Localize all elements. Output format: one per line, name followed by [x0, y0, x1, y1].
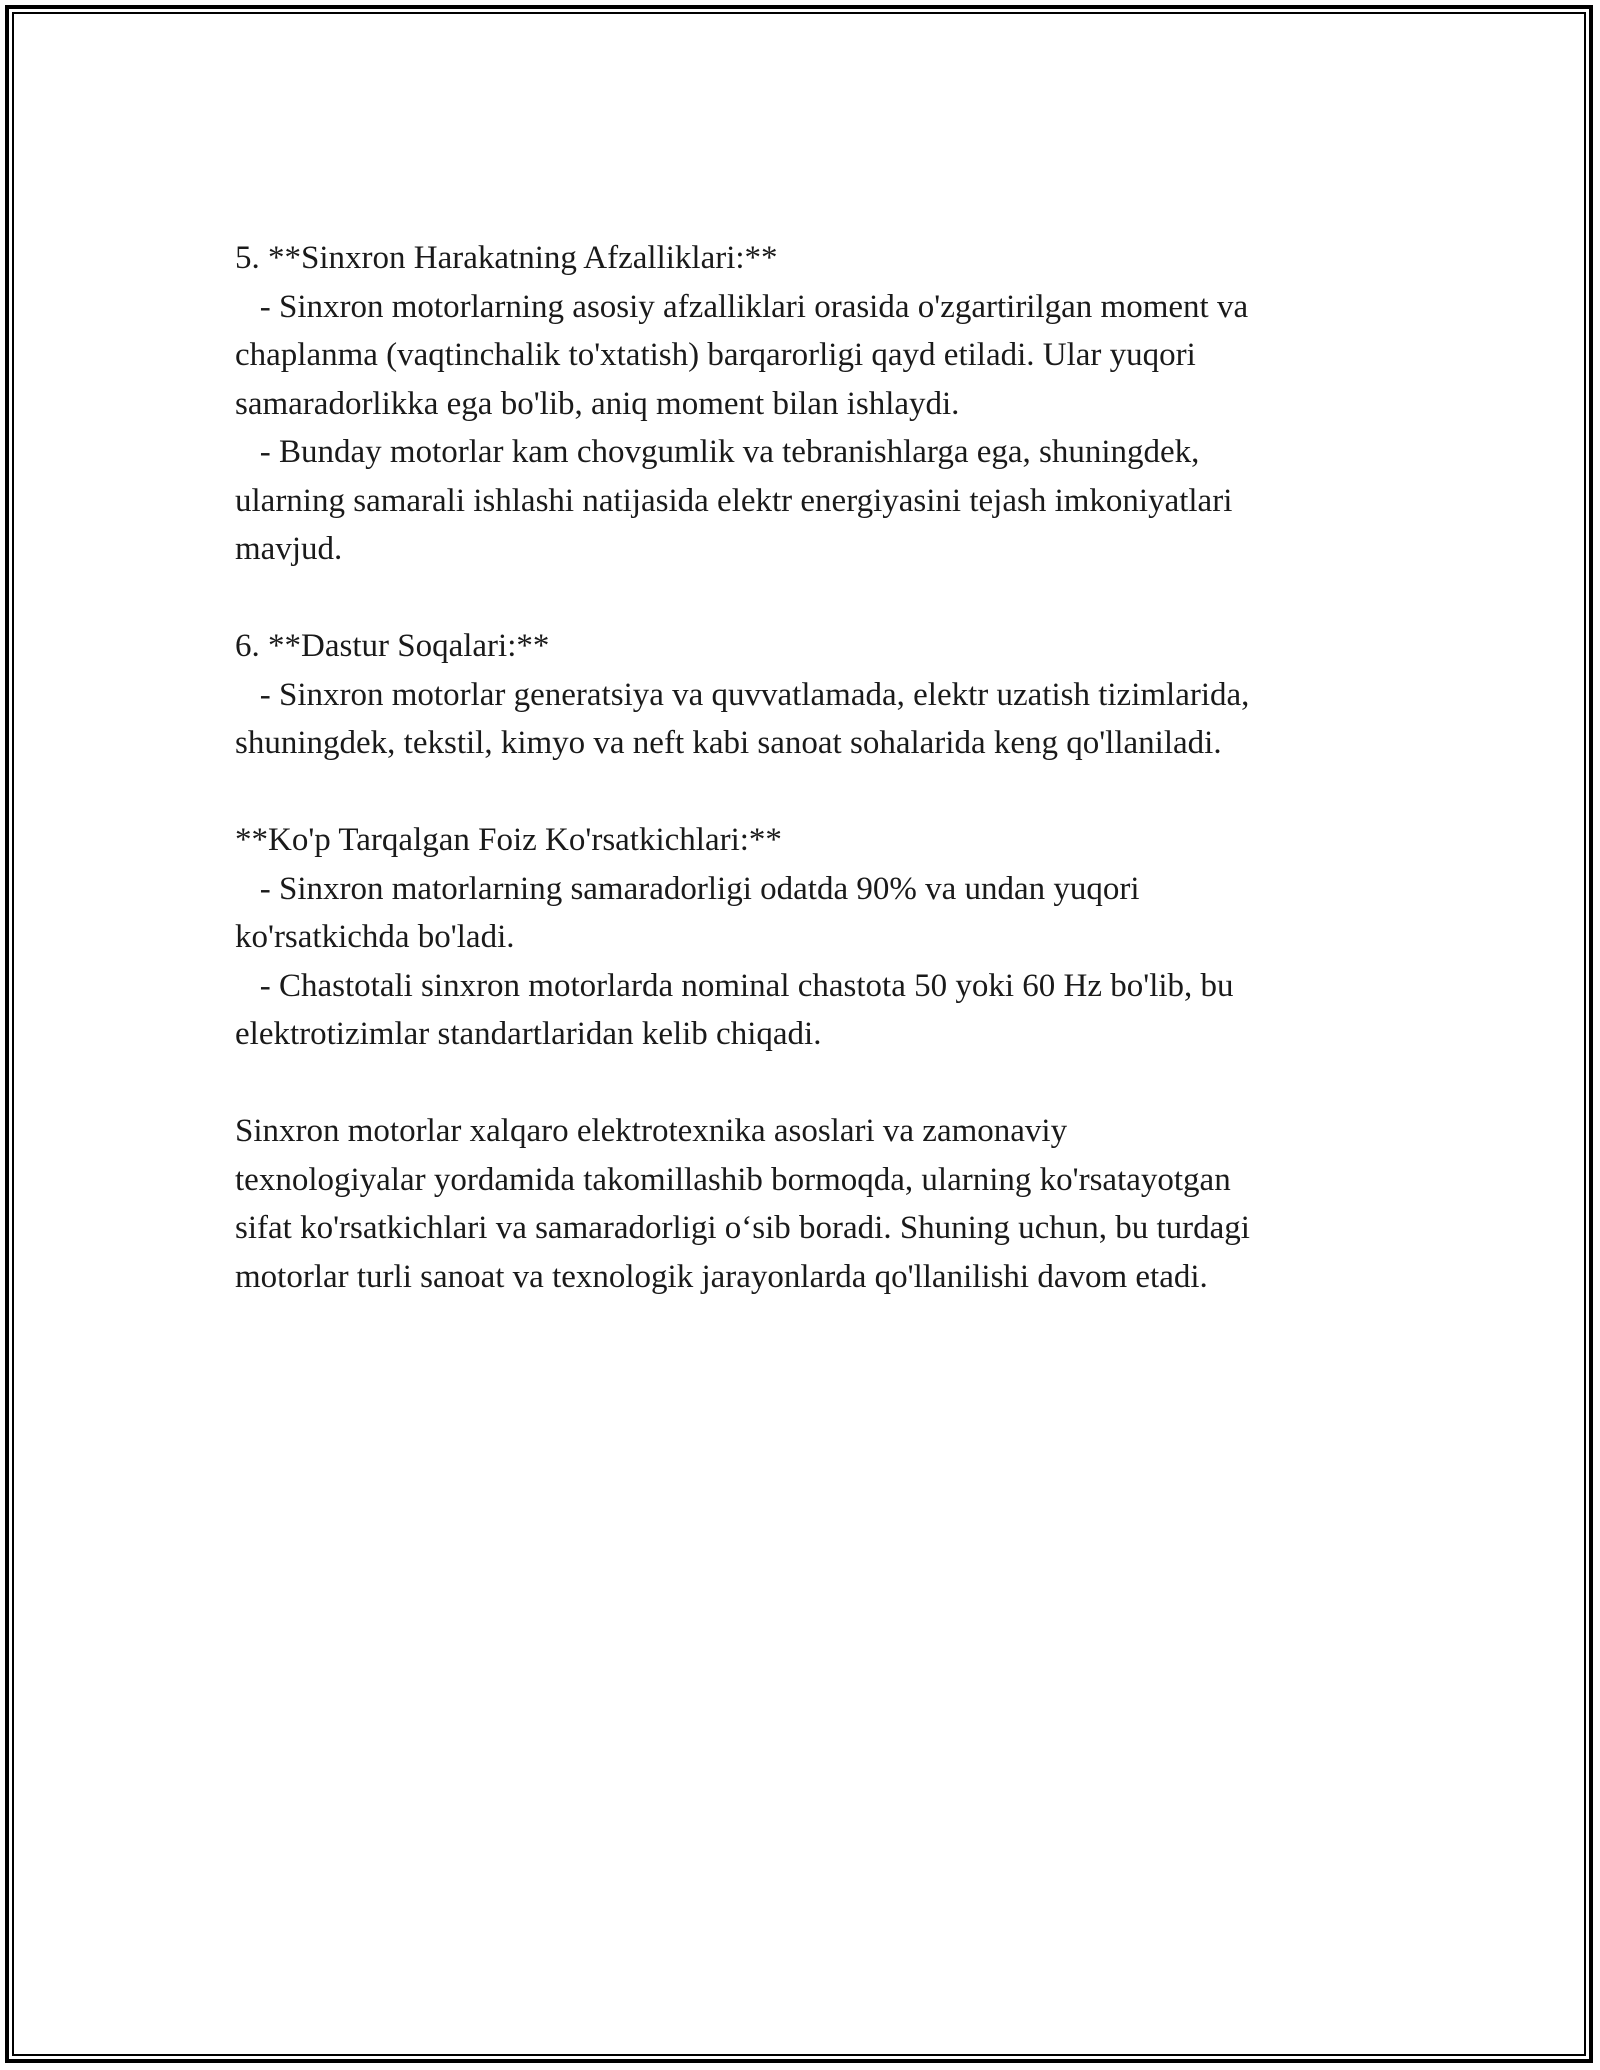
section-advantages	[235, 234, 1395, 574]
text-line: samaradorlikka ega bo'lib, aniq moment bilan ishlaydi.	[235, 385, 960, 422]
text-line: ularning samarali ishlashi natijasida elektr energiyasini tejash imkoniyatlari	[235, 482, 1233, 519]
text-line: motorlar turli sanoat va texnologik jarayonlarda qo'llanilishi davom etadi.	[235, 1258, 1208, 1295]
section-heading: 5. **Sinxron Harakatning Afzalliklari:**	[235, 240, 778, 276]
text-line: - Chastotali sinxron motorlarda nominal chastota 50 yoki 60 Hz bo'lib, bu	[235, 967, 1234, 1004]
document-body	[235, 234, 1395, 1301]
text-line: mavjud.	[235, 531, 343, 567]
section-applications	[235, 622, 1395, 768]
text-line: - Bunday motorlar kam chovgumlik va tebranishlarga ega, shuningdek,	[235, 434, 1200, 470]
conclusion-paragraph	[235, 1107, 1395, 1301]
paragraph-spacer	[235, 768, 1395, 817]
section-heading: **Ko'p Tarqalgan Foiz Ko'rsatkichlari:**	[235, 822, 782, 858]
text-line: - Sinxron motorlarning asosiy afzalliklari orasida o'zgartirilgan moment va	[235, 288, 1249, 325]
text-line: ko'rsatkichda bo'ladi.	[235, 919, 515, 955]
text-line: texnologiyalar yordamida takomillashib bormoqda, ularning ko'rsatayotgan	[235, 1161, 1231, 1198]
text-line: shuningdek, tekstil, kimyo va neft kabi sanoat sohalarida keng qo'llaniladi.	[235, 725, 1222, 761]
text-line: Sinxron motorlar xalqaro elektrotexnika asoslari va zamonaviy	[235, 1113, 1068, 1149]
section-heading: 6. **Dastur Soqalari:**	[235, 628, 550, 664]
text-line: chaplanma (vaqtinchalik to'xtatish) barqarorligi qayd etiladi. Ular yuqori	[235, 337, 1196, 373]
text-line: - Sinxron matorlarning samaradorligi odatda 90% va undan yuqori	[235, 870, 1140, 907]
text-line: sifat ko'rsatkichlari va samaradorligi o‘sib boradi. Shuning uchun, bu turdagi	[235, 1210, 1250, 1246]
paragraph-spacer	[235, 1059, 1395, 1108]
section-indicators	[235, 816, 1395, 1059]
text-line: - Sinxron motorlar generatsiya va quvvatlamada, elektr uzatish tizimlarida,	[235, 676, 1250, 713]
text-line: elektrotizimlar standartlaridan kelib chiqadi.	[235, 1016, 822, 1052]
paragraph-spacer	[235, 574, 1395, 623]
